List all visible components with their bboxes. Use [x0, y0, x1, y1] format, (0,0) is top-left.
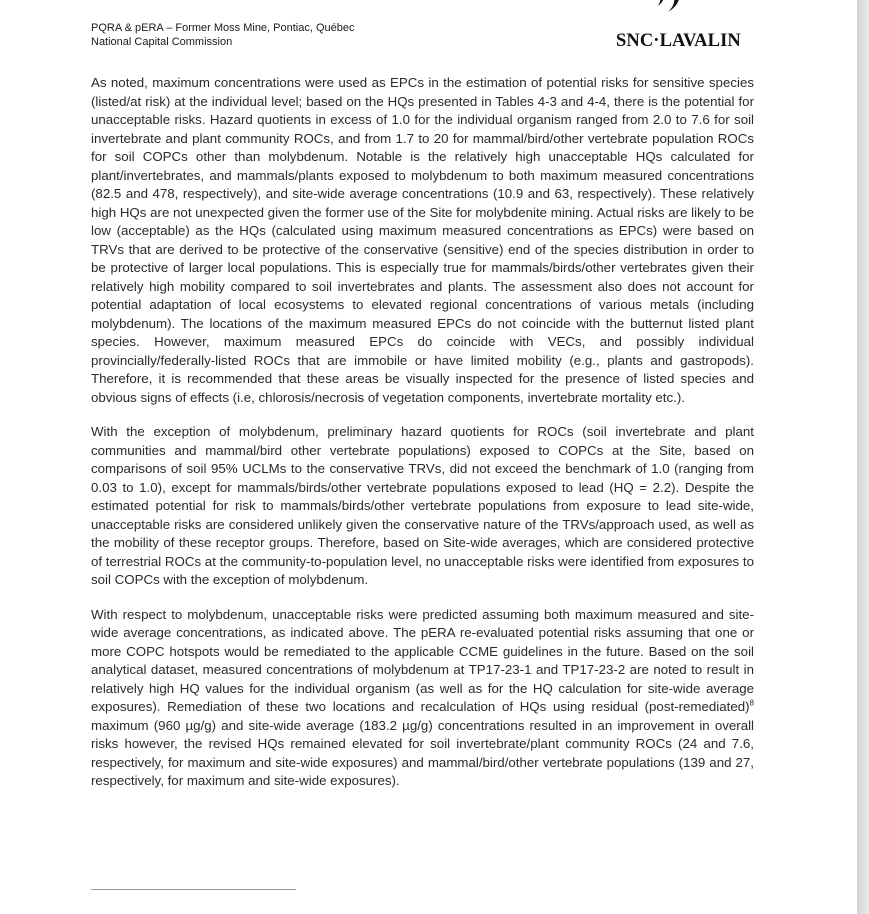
- snc-lavalin-swoosh-logo-icon: [638, 0, 688, 18]
- paragraph-1: As noted, maximum concentrations were used as EPCs in the estimation of potential risks for sensitive species (listed/at risk) at the individual level; based on the HQs presented in Tables 4-3 and 4-4, there is the potential for unacceptable risks. Hazard quotients in excess of 1.0 for the individual organism ranged from 2.0 to 7.6 for soil invertebrate and plant community ROCs, and from 1.7 to 20 for mammal/bird/other vertebrate population ROCs for soil COPCs other than molybdenum. Notable is the relatively high unacceptable HQs calculated for plant/invertebrates, and mammals/plants exposed to molybdenum to both maximum measured concentrations (82.5 and 478, respectively), and site-wide average concentrations (10.9 and 63, respectively). These relatively high HQs are not unexpected given the former use of the Site for molybdenite mining. Actual risks are likely to be low (acceptable) as the HQs (calculated using maximum measured concentrations as EPCs) were based on TRVs that are derived to be protective of the conservative (sensitive) end of the species distribution in order to be protective of larger local populations. This is especially true for mammals/birds/other vertebrates given their relatively high mobility compared to soil invertebrates and plants. The assessment also does not account for potential adaptation of local ecosystems to elevated regional concentrations of various metals (including molybdenum). The locations of the maximum measured EPCs do not coincide with the butternut listed plant species. However, maximum measured EPCs do coincide with VECs, and possibly individual provincially/federally-listed ROCs that are immobile or have limited mobility (e.g., plants and gastropods). Therefore, it is recommended that these areas be visually inspected for the presence of listed species and obvious signs of effects (i.e, chlorosis/necrosis of vegetation components, invertebrate mortality etc.).: [91, 75, 754, 405]
- company-logo: [616, 0, 766, 56]
- paragraph-2: With the exception of molybdenum, preliminary hazard quotients for ROCs (soil invertebrate and plant communities and mammal/bird other vertebrate populations) exposed to COPCs at the Site, based on comparisons of soil 95% UCLMs to the conservative TRVs, did not exceed the benchmark of 1.0 (ranging from 0.03 to 1.0), except for mammals/birds/other vertebrate populations exposed to lead (HQ = 2.2). Despite the estimated potential for risk to mammals/birds/other vertebrate populations from exposure to lead site-wide, unacceptable risks are considered unlikely given the conservative nature of the TRVs/approach used, as well as the mobility of these receptor groups. Therefore, based on Site-wide averages, which are considered protective of terrestrial ROCs at the community-to-population level, no unacceptable risks were identified from exposures to soil COPCs with the exception of molybdenum.: [91, 424, 754, 587]
- paragraph-3-text-a: With respect to molybdenum, unacceptable risks were predicted assuming both maximum measured and site-wide average concentrations, as indicated above. The pERA re-evaluated potential risks assuming that one or more COPC hotspots would be remediated to the applicable CCME guidelines in the future. Based on the soil analytical dataset, measured concentrations of molybdenum at TP17-23-1 and TP17-23-2 are noted to result in relatively high HQ values for the individual organism (as well as for the HQ calculation for site-wide average exposures). Remediation of these two locations and recalculation of HQs using residual (post-remediated): [91, 606, 754, 714]
- paragraph-3: [91, 606, 754, 791]
- paragraph-3-text-b: maximum (960 µg/g) and site-wide average (183.2 µg/g) concentrations resulted in an improvement in overall risks however, the revised HQs remained elevated for soil invertebrate/plant community ROCs (24 and 7.6, respectively, for maximum and site-wide exposures) and mammal/bird/other vertebrate populations (139 and 27, respectively, for maximum and site-wide exposures).: [91, 717, 754, 788]
- document-body: [91, 74, 754, 807]
- footnote-separator: [91, 889, 296, 890]
- viewer-gutter: [857, 0, 869, 914]
- header-project-title: PQRA & pERA – Former Moss Mine, Pontiac, Québec: [91, 22, 355, 34]
- logo-wordmark: SNC·LAVALIN: [616, 31, 741, 51]
- document-header: [91, 21, 355, 49]
- header-client-name: National Capital Commission: [91, 36, 233, 48]
- footnote-reference[interactable]: 8: [749, 698, 754, 708]
